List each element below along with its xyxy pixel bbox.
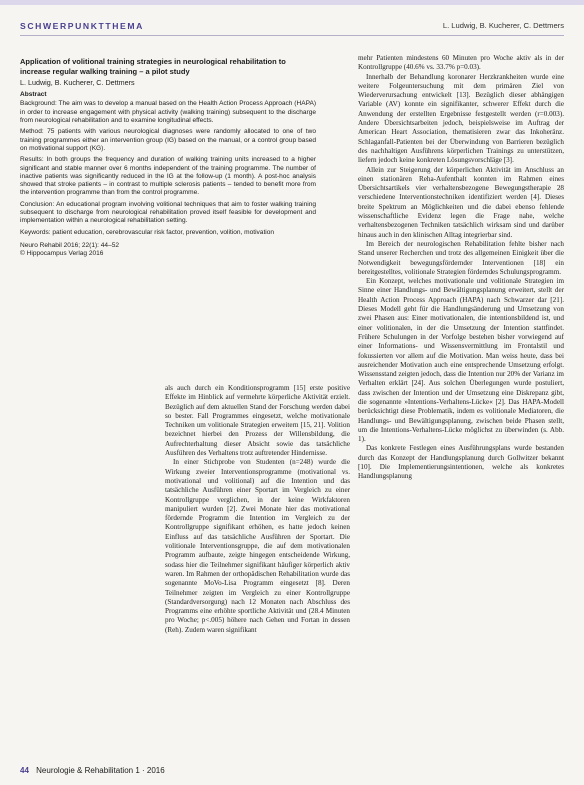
body-column-left <box>165 384 350 635</box>
body-paragraph: In einer Stichprobe von Studenten (n=248) wurde die Wirkung zweier Interventionsprogramme (motivational vs. motivational und volitional) auf die Intention und das tatsächliche Ausführen einer Sportart im Vergleich zu einer Kontrollgruppe verglichen, in der keine Wirkfaktoren manipuliert wurden [2]. Zwei Monate hier das motivational fördernde Programm die Intention im Vergleich zu der Kontrollgruppe signifikant erhöhen, es hatte jedoch keinen Einfluss auf das tatsächliche Ausführen der Sportart. Die volitionale Interventionsgruppe, die auf dem motivationalen Programm aufbaute, zeigte hingegen entscheidende Wirkung, sodass hier die Teilnehmer signifikant häufiger körperlich aktiv waren. Im Rahmen der orthopädischen Rehabilitation wurde das sogenannte MoVo-Lisa Programm eingesetzt [8]. Deren Teilnehmer zeigten im Vergleich zu einer Kontrollgruppe (Standardversorgung) nach 12 Monaten nach Abschluss des Programms eine erhöhte sportliche Aktivität und (28.4 Minuten pro Woche; p<.005) höhere nach Gehen und Fortan in dessen (Reh). Zudem waren signifikant <box>165 458 350 634</box>
abstract-keywords: Keywords: patient education, cerebrovascular risk factor, prevention, volition, motivation <box>20 228 275 236</box>
abstract-conclusion: Conclusion: An educational program involving volitional techniques that aim to foster walking training subsequent to discharge from neurological rehabilitation proved itself feasible for development and implementation within a neurological rehabilitation setting. <box>20 200 316 225</box>
body-paragraph: Im Bereich der neurologischen Rehabilitation fehlte bisher nach Stand unserer Recherchen und trotz des allgemeinen Einigkeit über die Notwendigkeit bewegungsfördernder Interventionen [18] ein bereitgestelltes, volitionale Strategien förderndes Schulungsprogramm. <box>358 239 564 276</box>
article-authors: L. Ludwig, B. Kucherer, C. Dettmers <box>20 78 135 88</box>
body-paragraph: als auch durch ein Konditionsprogramm [15] erste positive Effekte im Hinblick auf vermehrte körperliche Aktivität erzielt. Bezüglich auf dem aktuellen Stand der Forschung werden dabei so bester. Fall Programmes eingesetzt, welche motivationale Techniken um volitionale Strategien erweitern [15, 21]. Volition bezeichnet hierbei den Prozess der Willensbildung, die Aufrechterhaltung dieser Absicht sowie das tatsächliche Ausführen des Verhaltens trotz auftretender Hindernisse. <box>165 384 350 458</box>
page-footer <box>20 766 165 775</box>
abstract-background: Background: The aim was to develop a manual based on the Health Action Process Approach (HAPA) in order to increase engagement with physical activity (walking training) subsequent to the discharge from neurological rehabilitation and to examine longitudinal effects. <box>20 100 316 125</box>
citation-publisher: © Hippocampus Verlag 2016 <box>20 250 104 258</box>
english-abstract-block <box>20 57 316 259</box>
running-authors: L. Ludwig, B. Kucherer, C. Dettmers <box>442 21 564 30</box>
body-column-right <box>358 54 564 482</box>
body-paragraph: Allein zur Steigerung der körperlichen Aktivität im Anschluss an einen stationären Reha-Aufenthalt konnten im Rahmen eines Übersichtsartikels vier verhaltensbezogene Bewegungstherapie 28 verschiedene Interventionstechniken identifiziert werden [4]. Dieses breite Spektrum an Möglichkeiten und die dabei ebenso fehlende wissenschaftliche Evidenz legen die Frage nahe, welche verhaltensbezogenen Techniken tatsächlich wirksam sind und darüber hinaus auch in den klinischen Alltag integrierbar sind. <box>358 165 564 239</box>
abstract-method: Method: 75 patients with various neurological diagnoses were randomly allocated to one of two training programmes either an intervention group (IG) based on the manual, or a control group based on motivational support (KG). <box>20 128 316 152</box>
abstract-body <box>20 100 316 236</box>
page-number: 44 <box>20 766 29 775</box>
journal-name: Neurologie & Rehabilitation 1 · 2016 <box>36 766 165 775</box>
body-paragraph: Ein Konzept, welches motivationale und volitionale Strategien im Sinne einer Handlungs- und Bewältigungsplanung erweitert, stellt der Health Action Process Approach (HAPA) nach Schwarzer dar [21]. Dieses Modell geht für die Handlungsänderung und Umsetzung von zwei Phasen aus: Einer motivationalen, die intentionsbildend ist, und einer volitionalen, in der die Umsetzung der Intention stattfindet. Frühere Schulungen in der Vorfolge bestehen bisher vorwiegend auf einer Informations- und Wissensvermittlung im Frontalstil und fokussierten vor allem auf die Motivation. Man weiss heute, dass bei ausreichender Motivation auch eine entsprechende Umsetzung erfolgt. Wissensstand zeigten jedoch, dass die Intention nur 20% der Varianz im Verhalten erklärt [24]. Aus solchen Überlegungen wurde postuliert, dass zwischen der Intention und der Umsetzung eine Diskrepanz gibt, die sogenannte »Intentions-Verhaltens-Lücke« [2]. Das HAPA-Modell berücksichtigt diese Problematik, indem es volitionale Mediatoren, die Handlungs- und Bewältigungsplanung, zwischen beide Phasen stellt, um die Intentions-Verhaltens-Lücke möglichst zu überwinden (s. Abb. 1). <box>358 277 564 444</box>
section-label: SCHWERPUNKTTHEMA <box>20 21 144 31</box>
top-color-bar <box>0 0 584 5</box>
abstract-heading: Abstract <box>20 91 47 99</box>
article-title: Application of volitional training strategies in neurological rehabilitation to increase regular walking training – a pilot study <box>20 57 286 76</box>
citation-journal: Neuro Rehabil 2016; 22(1): 44–52 <box>20 241 119 249</box>
body-paragraph: mehr Patienten mindestens 60 Minuten pro Woche aktiv als in der Kontrollgruppe (40.6% vs. 33.7% p=0.03). <box>358 54 564 72</box>
body-paragraph: Innerhalb der Behandlung koronarer Herzkrankheiten wurde eine weitere Folgeuntersuchung mit dem primären Ziel von Wiederverursachung entwickelt [13]. Bezüglich dieser abhängigen Variable (AV) konnte ein signifikanter, schwerer Effekt durch die Anwendung der erstellten Ergebnisse festgestellt werden (r=0.003). Andere Übersichtsarbeiten jedoch, beispielsweise im Auftrag der American Heart Association, thematisieren zwar das Inkoheränz. Schlaganfall-Patienten bei der Überwindung von Barrieren bezüglich des nachhaltigen Ausführens körperlichen Trainings zu unterstützen, liefern jedoch keine konkreten Lösungsvorschläge [3]. <box>358 72 564 165</box>
header-divider <box>20 35 564 36</box>
abstract-results: Results: In both groups the frequency and duration of walking training units increased to a higher significant and stable manner over 6 months independent of the training programme. The number of inactive patients was significantly reduced in the IG at the follow-up (1 month). A post-hoc analysis showed that stroke patients – in contrast to multiple sclerosis patients – tended to benefit more from the intervention programme than from the control programme. <box>20 156 316 197</box>
body-paragraph: Das konkrete Festlegen eines Ausführungsplans wurde bestanden durch das Konzept der Handlungsplanung durch Gollwitzer bekannt [10]. Die Implementierungsintentionen, welche als konkretes Handlungsplanung <box>358 444 564 481</box>
page-header <box>20 21 564 33</box>
citation-block <box>20 242 316 259</box>
